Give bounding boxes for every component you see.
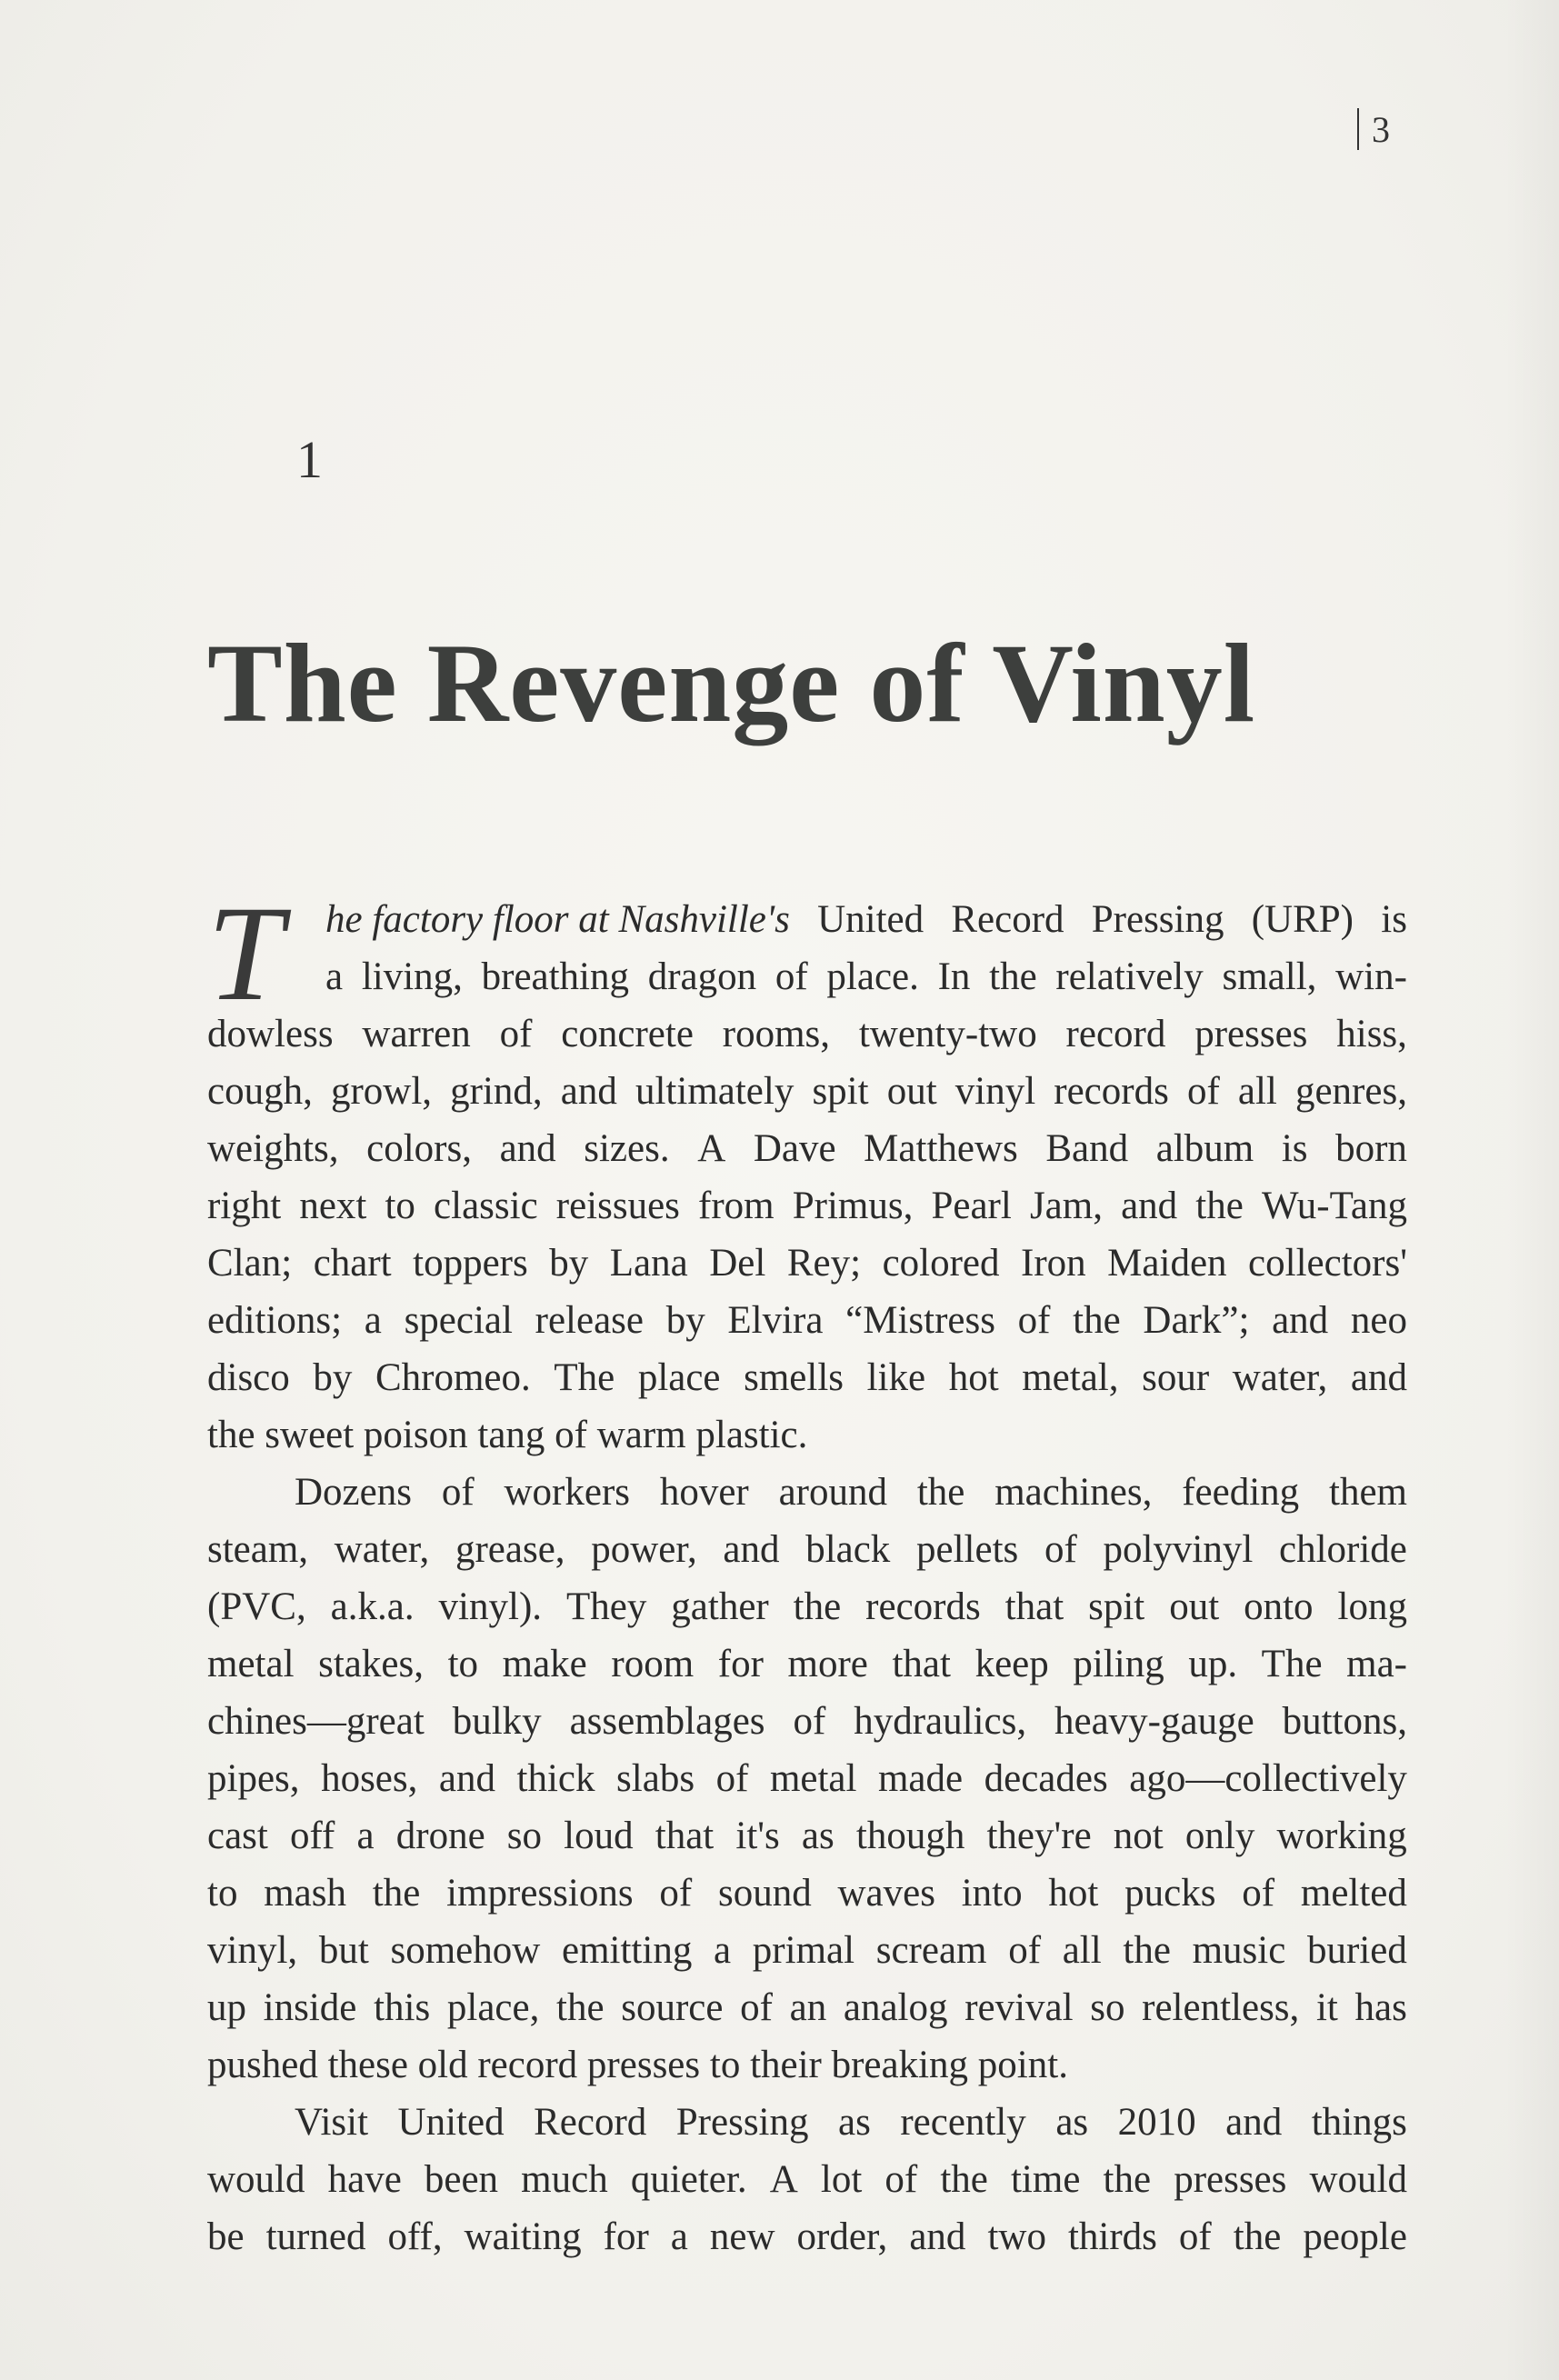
word: by (313, 1356, 353, 1399)
page-number (1357, 102, 1390, 156)
text-line (207, 1349, 1407, 1406)
word: win- (1335, 955, 1407, 998)
word: only (1184, 1815, 1255, 1857)
word: into (961, 1872, 1023, 1915)
word: scream (875, 1929, 987, 1972)
text-line (207, 1635, 1407, 1693)
word: neo (1350, 1299, 1407, 1342)
word: sour (1142, 1356, 1210, 1399)
word: of (1008, 1929, 1042, 1972)
word: A (697, 1127, 726, 1170)
word: an (789, 1986, 827, 2029)
word: waiting (464, 2215, 582, 2258)
word: working (1276, 1815, 1407, 1857)
word: next (299, 1185, 367, 1227)
word: of (793, 1700, 826, 1743)
word: the (793, 1585, 842, 1628)
word: that (1004, 1585, 1064, 1628)
word: of (441, 1471, 475, 1514)
word: decades (984, 1757, 1108, 1800)
word: presses (1194, 1013, 1308, 1055)
word: spit (1088, 1585, 1145, 1628)
word: spit (812, 1070, 869, 1113)
word: relatively (1055, 955, 1204, 998)
word: recently (900, 2101, 1026, 2144)
word: hydraulics, (854, 1700, 1027, 1743)
word: out (1169, 1585, 1220, 1628)
word: “Mistress (845, 1299, 995, 1342)
word: concrete (561, 1013, 694, 1055)
word: Dave (753, 1127, 836, 1170)
lead-in-italic: he factory floor at Nashville's (325, 898, 790, 941)
text-line (207, 948, 1407, 1005)
word: but (318, 1929, 369, 1972)
word: (URP) (1251, 898, 1354, 941)
word: Rey; (786, 1242, 862, 1285)
word: Record (534, 2101, 647, 2144)
word: made (877, 1757, 964, 1800)
word: and (1121, 1185, 1178, 1227)
word: make (502, 1643, 587, 1685)
word: up (207, 1986, 246, 2029)
word: and (499, 1127, 556, 1170)
word: ultimately (635, 1070, 794, 1113)
text-line (207, 1521, 1407, 1578)
word: the (1233, 2215, 1282, 2258)
word: and (909, 2215, 966, 2258)
word: waves (837, 1872, 935, 1915)
word: 2010 (1117, 2101, 1196, 2144)
word: melted (1300, 1872, 1407, 1915)
word: right (207, 1185, 282, 1227)
word: have (327, 2158, 402, 2201)
word: two (987, 2215, 1046, 2258)
word: them (1329, 1471, 1407, 1514)
text-line (207, 2094, 1407, 2151)
word: of (659, 1872, 693, 1915)
word: hot (948, 1356, 999, 1399)
word: ma- (1346, 1643, 1407, 1685)
word: Lana (609, 1242, 688, 1285)
word: hoses, (321, 1757, 418, 1800)
word: the (1123, 1929, 1171, 1972)
word: heavy-gauge (1054, 1700, 1254, 1743)
word: rooms, (722, 1013, 830, 1055)
word: is (1281, 1127, 1308, 1170)
word: dragon (647, 955, 757, 998)
text-line (207, 1292, 1407, 1349)
word: to (207, 1872, 238, 1915)
word: has (1354, 1986, 1407, 2029)
word: of (1242, 1872, 1275, 1915)
word: though (855, 1815, 965, 1857)
word: off (290, 1815, 335, 1857)
word: records (1054, 1070, 1169, 1113)
word: of (884, 2158, 918, 2201)
word: of (1178, 2215, 1212, 2258)
word: not (1113, 1815, 1164, 1857)
word: water, (1232, 1356, 1328, 1399)
word: emitting (562, 1929, 693, 1972)
word: Maiden (1107, 1242, 1227, 1285)
text-line (207, 1177, 1407, 1235)
word: as (838, 2101, 871, 2144)
word: to (385, 1185, 415, 1227)
word: of (740, 1986, 773, 2029)
word: polyvinyl (1103, 1528, 1254, 1571)
word: grease, (455, 1528, 565, 1571)
word: born (1335, 1127, 1407, 1170)
text-line (207, 1807, 1407, 1865)
word: the (940, 2158, 988, 2201)
word: warren (362, 1013, 471, 1055)
word: album (1155, 1127, 1254, 1170)
word: and (1225, 2101, 1283, 2144)
chapter-title: The Revenge of Vinyl (207, 621, 1256, 745)
text-line (207, 1063, 1407, 1120)
word: steam, (207, 1528, 309, 1571)
word: buried (1307, 1929, 1407, 1972)
word: Dark”; (1143, 1299, 1250, 1342)
word: gather (671, 1585, 769, 1628)
word: things (1311, 2101, 1407, 2144)
word: of (715, 1757, 749, 1800)
word: Iron (1021, 1242, 1086, 1285)
word: cast (207, 1815, 268, 1857)
word: chines—great (207, 1700, 425, 1743)
word: new (709, 2215, 775, 2258)
word: so (506, 1815, 543, 1857)
text-line (207, 1922, 1407, 1979)
page-number-text: 3 (1372, 108, 1390, 150)
word: all (1062, 1929, 1102, 1972)
word: machines, (994, 1471, 1153, 1514)
word: small, (1222, 955, 1317, 998)
word: like (866, 1356, 926, 1399)
word: living, (361, 955, 463, 998)
word: that (892, 1643, 951, 1685)
word: of (1044, 1528, 1077, 1571)
word: more (787, 1643, 868, 1685)
word: Record (951, 898, 1064, 941)
word: United (397, 2101, 505, 2144)
word: around (778, 1471, 887, 1514)
word: would (207, 2158, 305, 2201)
word: colored (882, 1242, 1000, 1285)
word: dowless (207, 1013, 334, 1055)
word: keep (974, 1643, 1049, 1685)
word: toppers (413, 1242, 528, 1285)
word: relentless, (1142, 1986, 1300, 2029)
word: primal (752, 1929, 855, 1972)
word: metal, (1022, 1356, 1119, 1399)
word: reissues (555, 1185, 680, 1227)
word: of (775, 955, 808, 998)
word: Wu-Tang (1261, 1185, 1407, 1227)
word: assemblages (569, 1700, 765, 1743)
word: place, (446, 1986, 540, 2029)
text-line (207, 891, 1407, 948)
word: (PVC, (207, 1585, 306, 1628)
word: chloride (1278, 1528, 1407, 1571)
text-line (207, 2151, 1407, 2208)
word: up. (1188, 1643, 1238, 1685)
text-line (207, 1235, 1407, 1292)
word: a (364, 1299, 382, 1342)
word: smells (744, 1356, 844, 1399)
text-line (207, 1750, 1407, 1807)
word: the (372, 1872, 421, 1915)
word: The (1261, 1643, 1323, 1685)
chapter-body (207, 878, 1407, 2265)
word: metal (207, 1643, 295, 1685)
word: disco (207, 1356, 290, 1399)
word: order, (796, 2215, 888, 2258)
word: long (1337, 1585, 1407, 1628)
word: hiss, (1336, 1013, 1407, 1055)
text-line (207, 1005, 1407, 1063)
word: In (937, 955, 971, 998)
word: turned (265, 2215, 366, 2258)
word: colors, (366, 1127, 472, 1170)
word: revival (964, 1986, 1074, 2029)
word: workers (504, 1471, 630, 1514)
paragraph-lines (207, 891, 1407, 2265)
word: ago—collectively (1129, 1757, 1407, 1800)
text-line (207, 1979, 1407, 2036)
word: it (1315, 1986, 1338, 2029)
word: pellets (916, 1528, 1019, 1571)
word: from (698, 1185, 775, 1227)
word: presses (1174, 2158, 1287, 2201)
word: be (207, 2215, 245, 2258)
line-text: the sweet poison tang of warm plastic. (207, 1414, 808, 1456)
word: the (916, 1471, 965, 1514)
word: place. (826, 955, 919, 998)
word: out (886, 1070, 937, 1113)
word: a (325, 955, 344, 998)
word: buttons, (1282, 1700, 1407, 1743)
word: by (665, 1299, 705, 1342)
word: a (714, 1929, 732, 1972)
word: slabs (616, 1757, 695, 1800)
text-line (207, 1578, 1407, 1635)
word: of (1186, 1070, 1220, 1113)
word: would (1309, 2158, 1407, 2201)
drop-cap: T (207, 878, 284, 1029)
word: that (655, 1815, 715, 1857)
word: this (374, 1986, 431, 2029)
word: it's (735, 1815, 780, 1857)
word: quieter. (630, 2158, 747, 2201)
word: is (1381, 898, 1407, 941)
word: the (1073, 1299, 1121, 1342)
word: stakes, (318, 1643, 424, 1685)
chapter-number: 1 (296, 430, 323, 489)
text-line (207, 1464, 1407, 1521)
word: sound (717, 1872, 812, 1915)
word: and (723, 1528, 780, 1571)
word: editions; (207, 1299, 343, 1342)
word: of (499, 1013, 533, 1055)
word: drone (395, 1815, 485, 1857)
word: weights, (207, 1127, 339, 1170)
word: hot (1048, 1872, 1099, 1915)
word: to (447, 1643, 479, 1685)
word: vinyl (954, 1070, 1036, 1113)
word: loud (564, 1815, 634, 1857)
word: impressions (446, 1872, 634, 1915)
word: by (549, 1242, 589, 1285)
word: and (438, 1757, 495, 1800)
word: as (1055, 2101, 1089, 2144)
word: as (801, 1815, 834, 1857)
word: the (989, 955, 1037, 998)
word: Primus, (792, 1185, 914, 1227)
word: the (556, 1986, 605, 2029)
word: a.k.a. (330, 1585, 415, 1628)
word: vinyl). (438, 1585, 543, 1628)
word: mash (264, 1872, 347, 1915)
word: somehow (390, 1929, 541, 1972)
word: sizes. (584, 1127, 670, 1170)
word: Matthews (864, 1127, 1018, 1170)
word: the (1195, 1185, 1244, 1227)
word: feeding (1182, 1471, 1300, 1514)
word: classic (434, 1185, 538, 1227)
word: water, (334, 1528, 430, 1571)
text-line (207, 1693, 1407, 1750)
word: off, (387, 2215, 443, 2258)
word: Jam, (1029, 1185, 1103, 1227)
word: They (565, 1585, 647, 1628)
word: piling (1073, 1643, 1164, 1685)
word: records (865, 1585, 981, 1628)
word: grind, (450, 1070, 543, 1113)
word: black (805, 1528, 891, 1571)
word: Pearl (931, 1185, 1012, 1227)
word: and (560, 1070, 617, 1113)
word: Dozens (295, 1471, 412, 1514)
word: so (1090, 1986, 1125, 2029)
word: time (1010, 2158, 1081, 2201)
folio-rule (1357, 108, 1359, 150)
word: for (603, 2215, 649, 2258)
word: they're (986, 1815, 1092, 1857)
word: chart (313, 1242, 392, 1285)
word: and (1350, 1356, 1407, 1399)
word: a (356, 1815, 375, 1857)
word: of (1017, 1299, 1051, 1342)
word: Clan; (207, 1242, 293, 1285)
word: a (670, 2215, 688, 2258)
word: A (769, 2158, 798, 2201)
word: room (611, 1643, 695, 1685)
word: vinyl, (207, 1929, 298, 1972)
word: the (1103, 2158, 1152, 2201)
word: people (1303, 2215, 1407, 2258)
word: thick (516, 1757, 595, 1800)
word: Band (1045, 1127, 1129, 1170)
word: source (621, 1986, 724, 2029)
word: and (1272, 1299, 1329, 1342)
word: Del (709, 1242, 766, 1285)
word: pipes, (207, 1757, 300, 1800)
word: place (637, 1356, 721, 1399)
word: Pressing (675, 2101, 809, 2144)
word: growl, (330, 1070, 433, 1113)
word: for (717, 1643, 764, 1685)
word: music (1192, 1929, 1286, 1972)
word: United (817, 898, 924, 941)
word: Chromeo. (375, 1356, 531, 1399)
text-line (207, 1406, 1407, 1464)
word: breathing (481, 955, 630, 998)
word: record (1065, 1013, 1166, 1055)
word: genres, (1294, 1070, 1407, 1113)
page-edge-shadow (1504, 0, 1559, 2380)
line-text: pushed these old record presses to their breaking point. (207, 2044, 1068, 2086)
word: pucks (1124, 1872, 1216, 1915)
word: all (1237, 1070, 1277, 1113)
word: inside (263, 1986, 357, 2029)
text-line (207, 1120, 1407, 1177)
word: Pressing (1091, 898, 1224, 941)
word: metal (769, 1757, 857, 1800)
word: power, (591, 1528, 697, 1571)
text-line (207, 1865, 1407, 1922)
word: onto (1244, 1585, 1314, 1628)
text-line (207, 2208, 1407, 2265)
word: much (521, 2158, 608, 2201)
word: release (535, 1299, 644, 1342)
word: thirds (1067, 2215, 1157, 2258)
word: hover (659, 1471, 749, 1514)
word: The (554, 1356, 615, 1399)
word: Elvira (727, 1299, 824, 1342)
word: lot (820, 2158, 863, 2201)
word: special (404, 1299, 513, 1342)
word: twenty-two (858, 1013, 1037, 1055)
word: collectors' (1248, 1242, 1407, 1285)
word: cough, (207, 1070, 313, 1113)
word: Visit (295, 2101, 369, 2144)
word: analog (843, 1986, 948, 2029)
word: bulky (452, 1700, 542, 1743)
word: been (424, 2158, 499, 2201)
text-line (207, 2036, 1407, 2094)
